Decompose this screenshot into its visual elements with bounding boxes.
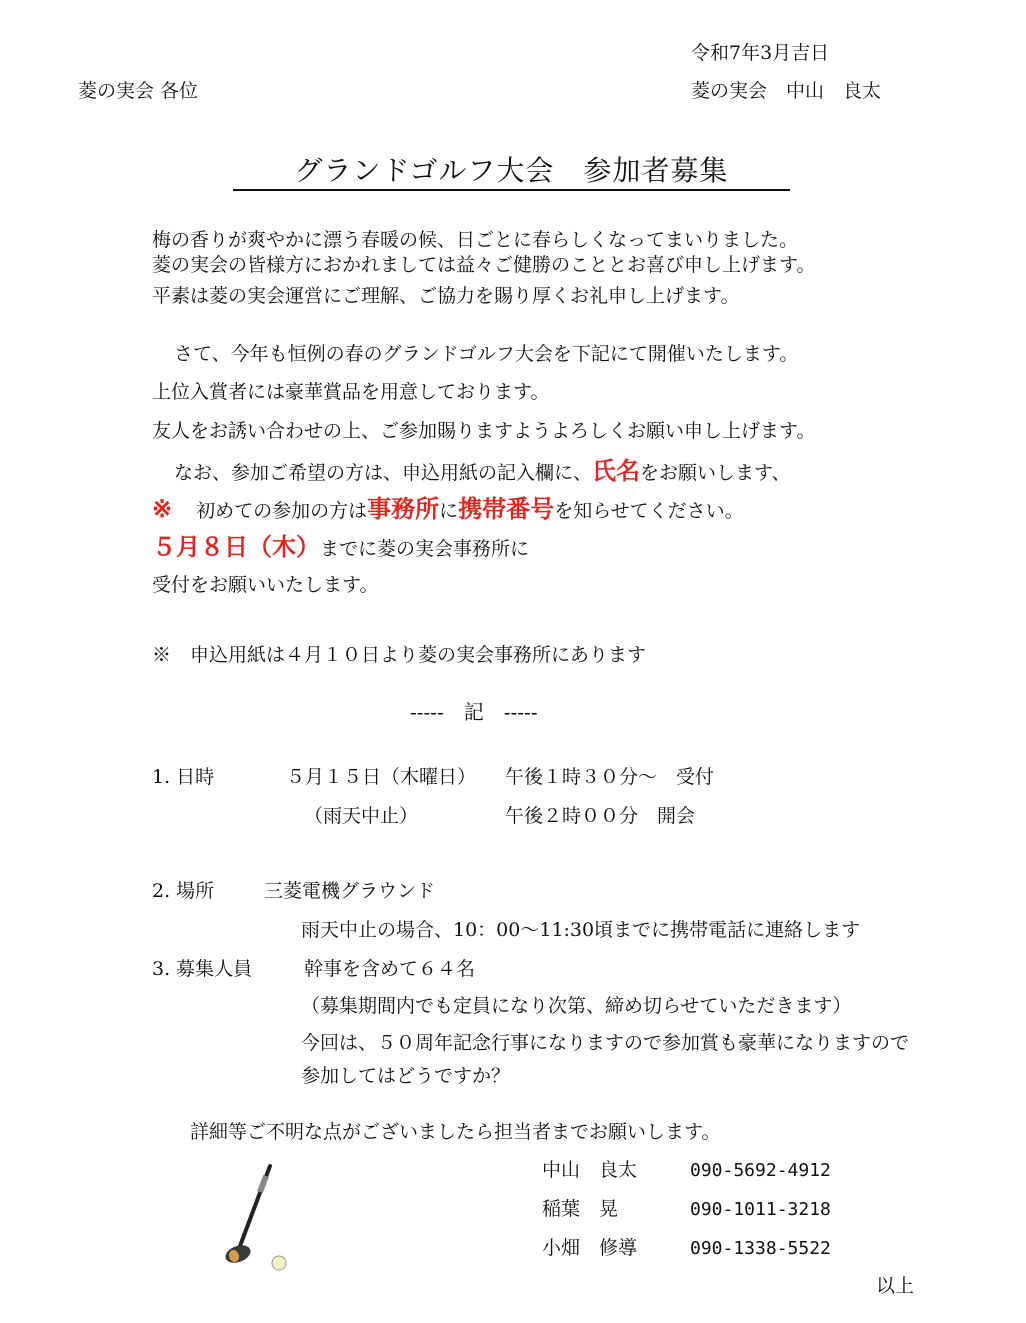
page-title: グランドゴルフ大会 参加者募集 xyxy=(233,157,790,191)
closing: 以上 xyxy=(876,1275,915,1297)
attention-mark: ※ xyxy=(152,494,173,523)
contact-phone-3: 090-1338-5522 xyxy=(690,1238,831,1259)
contact-phone-1: 090-5692-4912 xyxy=(690,1160,831,1181)
item1-label: 1. 日時 xyxy=(152,766,215,788)
item2-place: 三菱電機グラウンド xyxy=(264,880,436,902)
contact-intro: 詳細等ご不明な点がございましたら担当者までお願いします。 xyxy=(190,1121,721,1143)
name-highlight: 氏名 xyxy=(592,456,641,485)
body-line-5-post: を知らせてください。 xyxy=(554,500,744,522)
contact-phone-2: 090-1011-3218 xyxy=(690,1199,831,1220)
body-line-5 xyxy=(152,494,744,523)
body-line-6 xyxy=(152,532,530,561)
golf-club-icon xyxy=(220,1160,300,1272)
item1-rain: （雨天中止） xyxy=(304,805,419,827)
item3-line3: 今回は、５０周年記念行事になりますので参加賞も豪華になりますので xyxy=(301,1032,910,1054)
ki-heading: ----- 記 ----- xyxy=(410,700,538,724)
body-line-6-post: までに菱の実会事務所に xyxy=(320,538,530,560)
body-line-7: 受付をお願いいたします。 xyxy=(152,574,379,596)
item1-time2: 午後２時００分 開会 xyxy=(505,805,696,827)
greeting-line-1: 梅の香りが爽やかに漂う春暖の候、日ごとに春らしくなってまいりました。 xyxy=(152,229,799,251)
item1-time1: 午後１時３０分～ 受付 xyxy=(505,766,715,788)
body-line-4-post: をお願いします、 xyxy=(640,462,791,484)
body-line-3: 友人をお誘い合わせの上、ご参加賜りますようよろしくお願い申し上げます。 xyxy=(152,420,816,442)
contact-name-1: 中山 良太 xyxy=(542,1159,638,1181)
office-highlight: 事務所 xyxy=(367,494,440,523)
date: 令和7年3月吉日 xyxy=(691,42,830,64)
phone-highlight: 携帯番号 xyxy=(458,494,555,523)
item3-label: 3. 募集人員 xyxy=(152,958,253,980)
deadline-highlight: ５月８日（木） xyxy=(152,532,320,561)
body-line-1: さて、今年も恒例の春のグランドゴルフ大会を下記にて開催いたします。 xyxy=(174,343,799,365)
item3-count: 幹事を含めて６４名 xyxy=(304,958,476,980)
item3-line4: 参加してはどうですか？ xyxy=(301,1065,511,1087)
item2-note: 雨天中止の場合、10：00～11:30頃までに携帯電話に連絡します xyxy=(301,919,861,941)
body-line-5-mid: に xyxy=(439,500,459,522)
sender: 菱の実会 中山 良太 xyxy=(691,80,882,102)
body-line-4 xyxy=(174,456,791,485)
contact-name-3: 小畑 修導 xyxy=(542,1237,638,1259)
greeting-line-2: 菱の実会の皆様方におかれましては益々ご健勝のこととお喜び申し上げます。 xyxy=(152,254,816,276)
item3-note: （募集期間内でも定員になり次第、締め切らせていただきます） xyxy=(301,995,852,1017)
body-line-5-pre: 初めての参加の方は xyxy=(196,500,368,522)
greeting-line-3: 平素は菱の実会運営にご理解、ご協力を賜り厚くお礼申し上げます。 xyxy=(152,285,740,307)
item2-label: 2. 場所 xyxy=(152,880,215,902)
body-line-2: 上位入賞者には豪華賞品を用意しております。 xyxy=(152,381,550,403)
contact-name-2: 稲葉 晃 xyxy=(542,1198,619,1220)
item1-date: ５月１５日（木曜日） xyxy=(286,766,477,788)
note: ※ 申込用紙は４月１０日より菱の実会事務所にあります xyxy=(152,644,647,666)
recipient: 菱の実会 各位 xyxy=(78,80,199,102)
ball-icon xyxy=(270,1254,288,1272)
body-line-4-pre: なお、参加ご希望の方は、申込用紙の記入欄に、 xyxy=(174,462,593,484)
